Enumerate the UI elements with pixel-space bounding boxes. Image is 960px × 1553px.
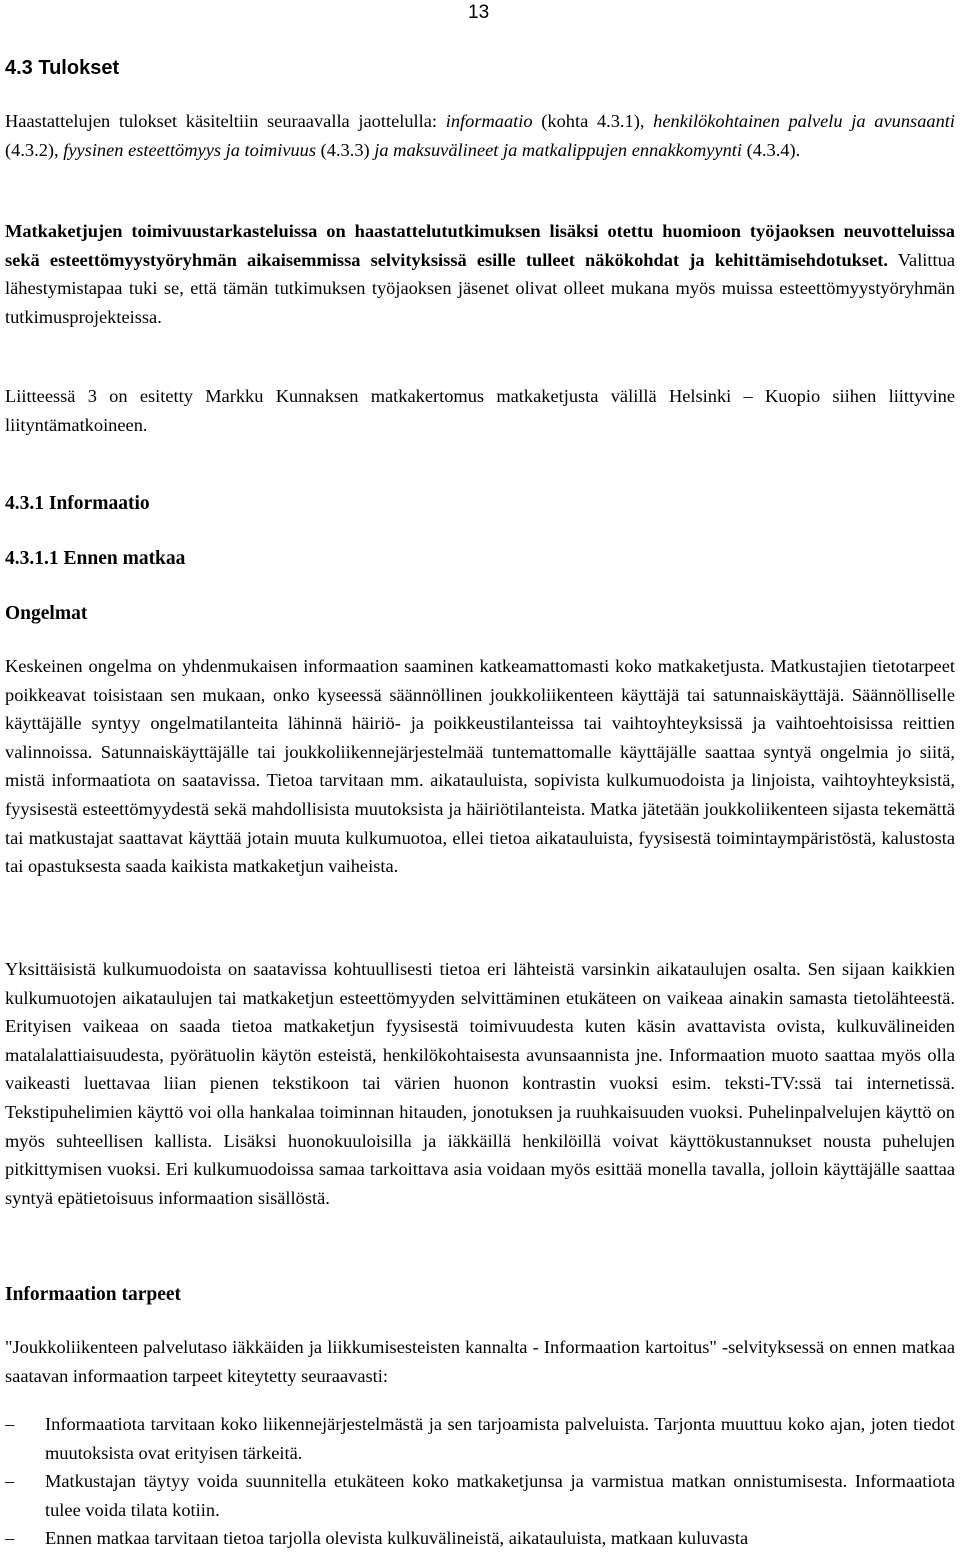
intro-text: Haastattelujen tulokset käsiteltiin seuraavalla jaottelulla: <box>5 111 446 131</box>
needs-list <box>5 1410 955 1553</box>
method-text: Valittua lähestymistapaa tuki se, että tämän tutkimuksen työjaoksen jäsenet olivat olleet mukana myös muissa esteettömyystyöryhmän tutkimusprojekteissa. <box>5 249 955 327</box>
intro-text: (kohta 4.3.1), <box>532 111 654 131</box>
intro-paragraph <box>5 107 955 164</box>
intro-topic-palvelu: henkilökohtainen palvelu ja avunsaanti <box>653 111 955 131</box>
heading-ongelmat: Ongelmat <box>5 603 88 624</box>
method-bold-text: Matkaketjujen toimivuustarkasteluissa on haastattelututkimuksen lisäksi otettu huomioon työjaoksen neuvotteluissa sekä esteettömyystyöryhmän aikaisemmissa selvityksissä esille tulleet näkökohdat ja kehittämisehdotukset. <box>5 221 955 270</box>
heading-4-3-1-1: 4.3.1.1 Ennen matkaa <box>5 548 186 569</box>
list-item-text: Informaatiota tarvitaan koko liikennejärjestelmästä ja sen tarjoamista palveluista. Tarjonta muuttuu koko ajan, joten tiedot muutoksista ovat erityisen tärkeitä. <box>45 1414 955 1463</box>
dash-bullet-icon: – <box>5 1528 15 1549</box>
list-item <box>5 1467 955 1524</box>
intro-topic-esteettomyys: fyysinen esteettömyys ja toimivuus <box>63 139 317 160</box>
list-item <box>5 1410 955 1467</box>
heading-4-3-1: 4.3.1 Informaatio <box>5 493 150 514</box>
appendix-paragraph: Liitteessä 3 on esitetty Markku Kunnaksen matkakertomus matkaketjusta välillä Helsinki – Kuopio siihen liittyvine liityntämatkoineen. <box>5 386 955 435</box>
list-item <box>5 1524 955 1553</box>
intro-topic-maksuvalineet: ja maksuvälineet ja matkalippujen ennakkomyynti <box>374 139 742 160</box>
list-item-text: Ennen matkaa tarvitaan tietoa tarjolla olevista kulkuvälineistä, aikatauluista, matkaan kuluvasta <box>45 1528 749 1549</box>
heading-informaation-tarpeet: Informaation tarpeet <box>5 1284 182 1305</box>
ongelmat-paragraph-1: Keskeinen ongelma on yhdenmukaisen informaation saaminen katkeamattomasti koko matkaketjusta. Matkustajien tietotarpeet poikkeavat toisistaan sen mukaan, onko kyseessä säännöllinen joukkoliikenteen käyttäjä tai satunnaiskäyttäjä. Säännölliselle käyttäjälle syntyy ongelmatilanteita lähinnä häiriö- ja poikkeustilanteissa tai vaihtoyhteyksissä ja vaihtoehtoisissa reittien valinnoissa. Satunnaiskäyttäjälle tai joukkoliikennejärjestelmää tuntemattomalle käyttäjälle saattaa syntyä ongelmia jo siitä, mistä informaatiota on saatavissa. Tietoa tarvitaan mm. aikatauluista, sopivista kulkumuodoista ja linjoista, vaihtoyhteyksistä, fyysisestä esteettömyydestä sekä mahdollisista muutoksista ja häiriötilanteista. Matka jätetään joukkoliikenteen sijasta tekemättä tai matkustajat saattavat käyttää jotain muuta kulkumuotoa, ellei tietoa aikatauluista, fyysisestä toimintaympäristöstä, kalustosta tai opastuksesta saada kaikista matkaketjun vaiheista. <box>5 656 955 877</box>
intro-topic-informaatio: informaatio <box>445 111 533 131</box>
dash-bullet-icon: – <box>5 1471 15 1492</box>
intro-text: (4.3.4). <box>742 139 801 160</box>
dash-bullet-icon: – <box>5 1414 15 1434</box>
intro-text: (4.3.3) <box>316 139 375 160</box>
tarpeet-paragraph: "Joukkoliikenteen palvelutaso iäkkäiden ja liikkumisesteisten kannalta - Informaation kartoitus" -selvityksessä on ennen matkaa saatavan informaation tarpeet kiteytetty seuraavasti: <box>5 1337 955 1386</box>
ongelmat-paragraph-2: Yksittäisistä kulkumuodoista on saatavissa kohtuullisesti tietoa eri lähteistä varsinkin aikataulujen osalta. Sen sijaan kaikkien kulkumuotojen aikataulujen tai matkaketjun esteettömyyden selvittäminen etukäteen on vaikeaa ainakin samasta tietolähteestä. Erityisen vaikeaa on saada tietoa matkaketjun fyysisestä toimivuudesta kuten käsin avattavista ovista, kulkuvälineiden matalalattiaisuudesta, pyörätuolin käytön esteistä, henkilökohtaisesta avunsaannista jne. Informaation muoto saattaa myös olla vaikeasti luettavaa liian pienen tekstikoon tai värien huonon kontrastin vuoksi esim. teksti-TV:ssä tai internetissä. Tekstipuhelimien käyttö voi olla hankalaa toiminnan hitauden, jonotuksen ja ruuhkaisuuden vuoksi. Puhelinpalvelujen käyttö on myös suhteellisen kallista. Lisäksi huonokuuloisilla ja iäkkäillä henkilöillä voivat käyttökustannukset nousta puhelujen pitkittymisen vuoksi. Eri kulkumuodoissa samaa tarkoittava asia voidaan myös esittää monella tavalla, jolloin käyttäjälle saattaa syntyä epätietoisuus informaation sisällöstä. <box>5 959 955 1208</box>
section-title: 4.3 Tulokset <box>5 57 120 79</box>
intro-text: (4.3.2), <box>5 139 64 160</box>
method-paragraph <box>5 217 955 331</box>
page-number: 13 <box>468 2 490 23</box>
list-item-text: Matkustajan täytyy voida suunnitella etukäteen koko matkaketjunsa ja varmistua matkan onnistumisesta. Informaatiota tulee voida tilata kotiin. <box>45 1471 955 1520</box>
